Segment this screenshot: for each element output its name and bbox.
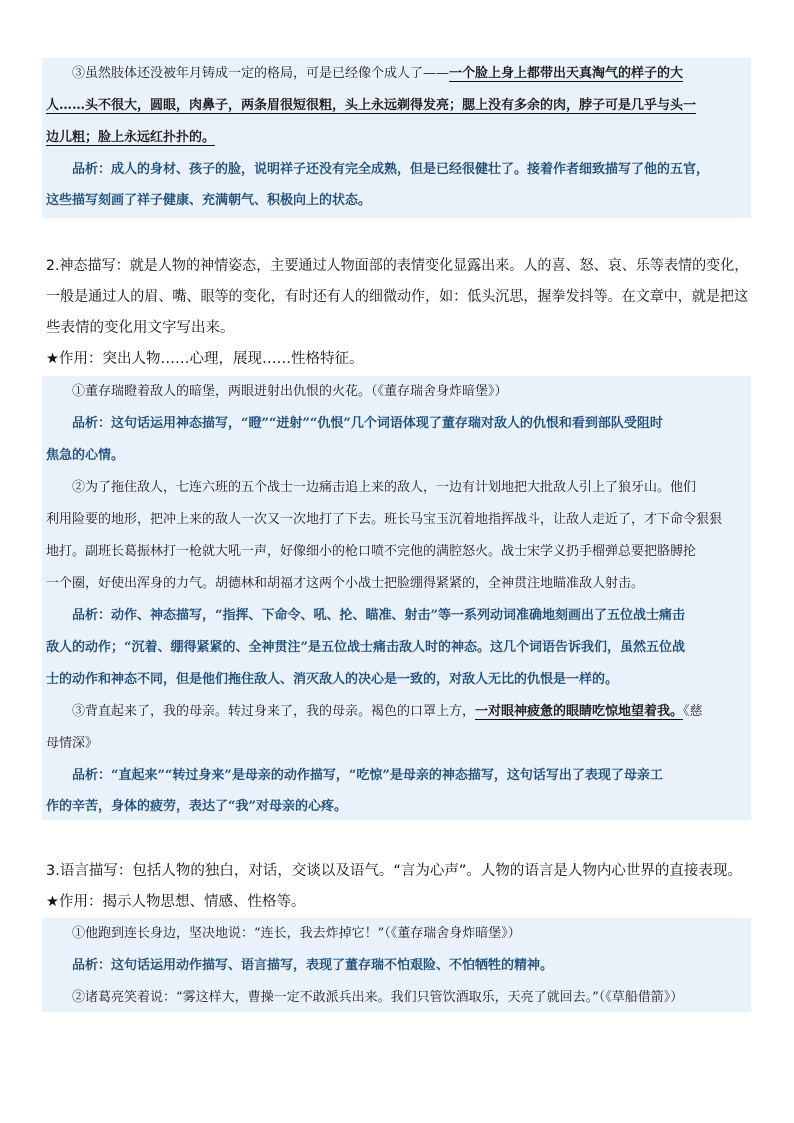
analysis-text: 这些描写刻画了祥子健康、充满朝气、积极向上的状态。 <box>46 193 372 208</box>
example-text <box>46 96 696 116</box>
section-definition: 2.神态描写：就是人物的神情姿态，主要通过人物面部的表情变化显露出来。人的喜、怒、哀、乐等表情的变化， <box>46 258 749 274</box>
analysis-text: 作的辛苦，身体的疲劳，表达了“我”对母亲的心疼。 <box>46 799 347 814</box>
example-text: ①他跑到连长身边，坚决地说：“连长，我去炸掉它！”（《董存瑞舍身炸暗堡》） <box>72 926 521 941</box>
underlined-quote: 人……头不很大，圆眼，肉鼻子，两条眉很短很粗，头上永远剃得发亮；腮上没有多余的肉，脖子可是几乎与头一 <box>46 98 697 113</box>
underlined-quote: 边儿粗；脸上永远红扑扑的。 <box>46 130 216 145</box>
section-effect: ★作用：揭示人物思想、情感、性格等。 <box>46 894 306 910</box>
section-definition: 一般是通过人的眉、嘴、眼等的变化，有时还有人的细微动作，如：低头沉思，握拳发抖等。在文章中，就是把这 <box>46 289 749 305</box>
example-box-2 <box>42 376 751 820</box>
example-text <box>46 128 215 148</box>
analysis-text: 品析：“直起来”“转过身来”是母亲的动作描写，“吃惊”是母亲的神态描写，这句话写出了表现了母亲工 <box>72 768 663 783</box>
example-text: ①董存瑞瞪着敌人的暗堡，两眼迸射出仇恨的火花。（《董存瑞舍身炸暗堡》） <box>72 384 508 399</box>
example-text-prefix: ③虽然肢体还没被年月铸成一定的格局，可是已经像个成人了—— <box>72 66 450 81</box>
example-text: 利用险要的地形，把冲上来的敌人一次又一次地打了下去。班长马宝玉沉着地指挥战斗，让敌人走近了，才下命令狠狠 <box>46 512 723 527</box>
analysis-text: 品析：动作、神态描写，“指挥、下命令、吼、抡、瞄准、射击”等一系列动词准确地刻画出了五位战士痛击 <box>72 608 685 623</box>
analysis-text: 士的动作和神态不同，但是他们拖住敌人、消灭敌人的决心是一致的，对敌人无比的仇恨是一样的。 <box>46 672 619 687</box>
analysis-text: 品析：这句话运用神态描写，“瞪”“迸射”“仇恨”几个词语体现了董存瑞对敌人的仇恨和看到部队受阻时 <box>72 416 663 431</box>
example-text: ②诸葛亮笑着说：“雾这样大，曹操一定不敢派兵出来。我们只管饮酒取乐，天亮了就回去。”（《草船借箭》） <box>72 990 684 1005</box>
analysis-text: 敌人的动作；“沉着、绷得紧紧的、全神贯注”是五位战士痛击敌人时的神态。这几个词语告诉我们，虽然五位战 <box>46 640 685 655</box>
example-text-prefix: ③背直起来了，我的母亲。转过身来了，我的母亲。褐色的口罩上方， <box>72 704 476 719</box>
analysis-text: 焦急的心情。 <box>46 448 125 463</box>
analysis-text: 品析：这句话运用动作描写、语言描写，表现了董存瑞不怕艰险、不怕牺牲的精神。 <box>72 958 554 973</box>
underlined-quote: 一对眼神疲惫的眼睛吃惊地望着我。 <box>475 704 684 719</box>
example-text: 一个圈，好使出浑身的力气。胡德林和胡福才这两个小战士把脸绷得紧紧的，全神贯注地瞄准敌人射击。 <box>46 576 645 591</box>
example-text <box>72 64 683 84</box>
example-text: ②为了拖住敌人，七连六班的五个战士一边痛击追上来的敌人，一边有计划地把大批敌人引上了狼牙山。他们 <box>72 480 697 495</box>
section-effect: ★作用：突出人物……心理，展现……性格特征。 <box>46 351 364 367</box>
example-text <box>72 702 703 722</box>
analysis-text: 品析：成人的身材、孩子的脸，说明祥子还没有完全成熟，但是已经很健壮了。接着作者细致描写了他的五官， <box>72 162 710 177</box>
section-definition: 些表情的变化用文字写出来。 <box>46 320 235 336</box>
example-text: 母情深》 <box>46 736 99 751</box>
example-text: 地打。副班长葛振林打一枪就大吼一声，好像细小的枪口喷不完他的满腔怒火。战士宋学义扔手榴弹总要把胳膊抡 <box>46 544 697 559</box>
example-text-suffix: 《慈 <box>683 704 703 719</box>
underlined-quote: 一个脸上身上都带出天真淘气的样子的大 <box>449 66 684 81</box>
section-definition: 3.语言描写：包括人物的独白，对话，交谈以及语气。“言为心声”。人物的语言是人物内心世界的直接表现。 <box>46 863 742 879</box>
